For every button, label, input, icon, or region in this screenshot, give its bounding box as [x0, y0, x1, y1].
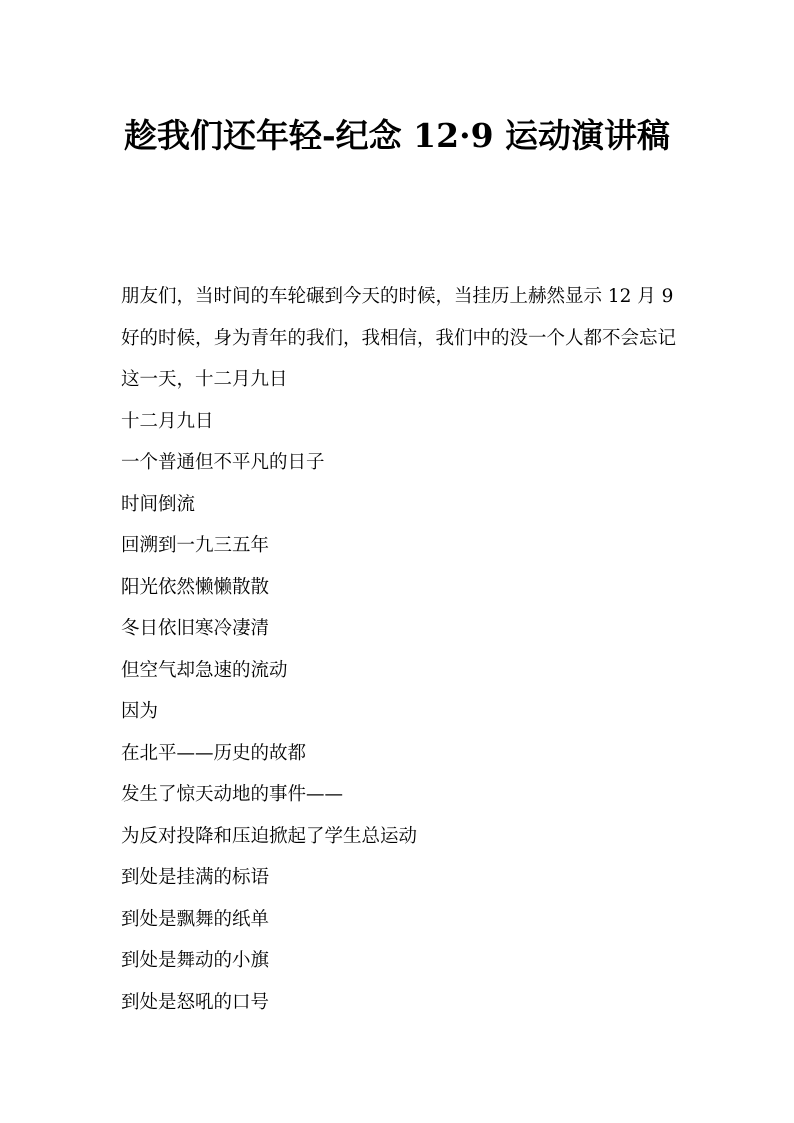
paragraph: 在北平——历史的故都: [121, 742, 307, 764]
paragraph: 因为: [121, 701, 159, 722]
paragraph: 但空气却急速的流动: [121, 659, 288, 681]
paragraph: 时间倒流: [121, 493, 196, 515]
paragraph: 到处是怒吼的口号: [121, 991, 270, 1013]
paragraph: 到处是挂满的标语: [121, 867, 270, 888]
paragraph: 阳光依然懒懒散散: [121, 576, 270, 598]
paragraph: 发生了惊天动地的事件——: [121, 784, 344, 805]
document-body: [121, 276, 677, 1023]
paragraph: 朋友们，当时间的车轮碾到今天的时候，当挂历上赫然显示 12 月 9 好的时候，身为青年的我们，我相信，我们中的没一个人都不会忘记这一天，十二月九日: [121, 286, 677, 390]
document-title: 趁我们还年轻-纪念 12·9 运动演讲稿: [123, 116, 671, 155]
paragraph: 到处是舞动的小旗: [121, 950, 270, 971]
paragraph: 回溯到一九三五年: [121, 535, 270, 556]
paragraph: 十二月九日: [121, 410, 214, 432]
paragraph: 一个普通但不平凡的日子: [121, 452, 325, 473]
paragraph: 冬日依旧寒冷凄清: [121, 618, 270, 639]
paragraph: 到处是飘舞的纸单: [121, 908, 270, 930]
paragraph: 为反对投降和压迫掀起了学生总运动: [121, 825, 418, 847]
